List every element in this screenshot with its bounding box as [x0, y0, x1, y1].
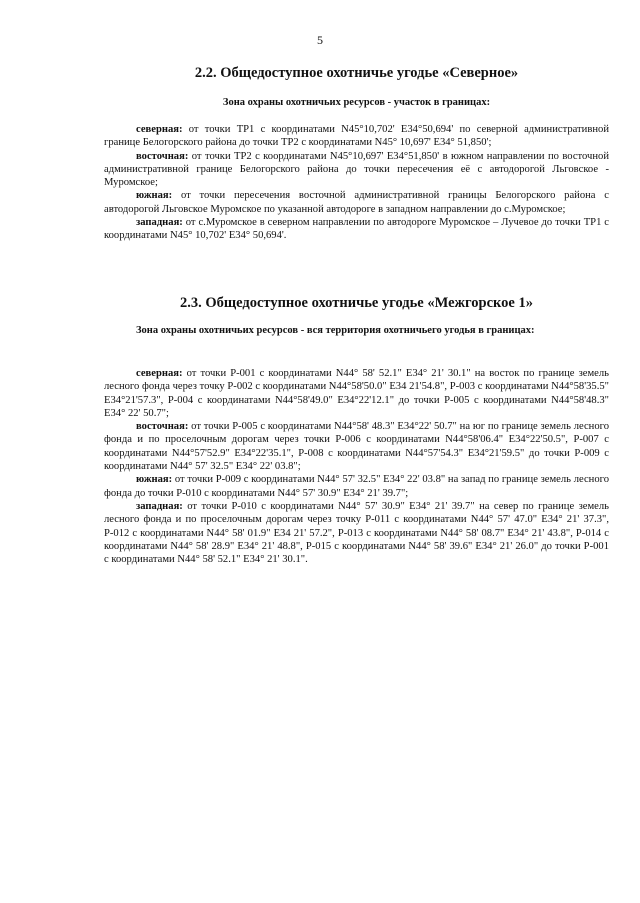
section-body-mezhgorskoe — [104, 367, 609, 566]
section-body-severnoe — [104, 123, 609, 243]
boundary-label: западная: — [136, 217, 183, 229]
boundary-label: северная: — [136, 368, 183, 379]
page-number: 5 — [317, 33, 323, 47]
boundary-text: от точки Р-009 с координатами N44° 57' 32.5" E34° 22' 03.8" на запад по границе земель лесного фонда до точки Р-010 с координатами N44° 57' 30.9" E34° 21' 39.7"; — [104, 474, 609, 499]
boundary-text: от точки Р-001 с координатами N44° 58' 52.1" E34° 21' 30.1" на восток по границе земель лесного фонда через точку Р-002 с координатами N44°58'50.0" E34 21'54.8", Р-003 с координатами N44°58'35.5" E34°21'57.3", Р-004 с координатами N44°58'49.0" E34°22'12.1" до точки Р-005 с координатами N44°58'48.3" E34° 22' 50.7"; — [104, 368, 609, 419]
boundary-label: южная: — [136, 190, 173, 202]
boundary-east — [104, 420, 609, 473]
boundary-north — [104, 123, 609, 150]
boundary-north — [104, 367, 609, 420]
boundary-text: от точки пересечения восточной административной границы Белогорского района с автодорогой Льговское Муромское по указанной автодороге в западном направлении до с.Муромское; — [104, 190, 609, 215]
section-subtitle-severnoe: Зона охраны охотничьих ресурсов - участок в границах: — [222, 97, 491, 108]
section-title-mezhgorskoe: 2.3. Общедоступное охотничье угодье «Межгорское 1» — [179, 295, 533, 311]
boundary-west — [104, 216, 609, 243]
boundary-text: от точки Р-010 с координатами N44° 57' 30.9" E34° 21' 39.7" на север по границе земель лесного фонда и по проселочным дорогам через точку Р-011 с координатами N44° 57' 47.0" E34° 21' 37.3", Р-012 с координатами N44° 58' 01.9" E34 21' 57.2", Р-013 с координатами N44° 58' 08.7" E34° 21' 43.8", Р-014 с координатами N44° 58' 28.9" E34° 21' 48.8", Р-015 с координатами N44° 58' 39.6" E34° 21' 26.0" до точки Р-001 с координатами N44° 58' 52.1" E34° 21' 30.1". — [104, 500, 609, 566]
boundary-label: восточная: — [136, 421, 189, 433]
section-title-severnoe: 2.2. Общедоступное охотничье угодье «Северное» — [194, 65, 519, 81]
boundary-west — [104, 500, 609, 566]
section-subtitle-mezhgorskoe: Зона охраны охотничьих ресурсов - вся территория охотничьего угодья в границах: — [136, 325, 535, 336]
boundary-text: от точки ТР2 с координатами N45°10,697' E34°51,850' в южном направлении по восточной административной границе Белогорского района до точки пересечения её с автодорогой Льговское - Муромское; — [104, 150, 609, 189]
boundary-label: южная: — [136, 474, 173, 486]
boundary-south — [104, 189, 609, 216]
boundary-label: западная: — [136, 500, 183, 512]
boundary-text: от точки ТР1 с координатами N45°10,702' E34°50,694' по северной административной границе Белогорского района до точки ТР2 с координатами N45° 10,697' E34° 51,850'; — [104, 124, 609, 149]
boundary-label: северная: — [136, 124, 183, 135]
boundary-text: от с.Муромское в северном направлении по автодороге Муромское – Лучевое до точки ТР1 с координатами N45° 10,702' E34° 50,694'. — [104, 217, 609, 242]
boundary-east — [104, 150, 609, 190]
boundary-label: восточная: — [136, 150, 189, 162]
boundary-text: от точки Р-005 с координатами N44°58' 48.3" E34°22' 50.7" на юг по границе земель лесного фонда и по проселочным дорогам через точки Р-006 с координатами N44°58'06.4" E34°22'50.5", Р-007 с координатами N44°57'52.9" E34°22'35.1", Р-008 с координатами N44°57'54.3" E34°21'59.5" до точки Р-009 с координатами N44° 57' 32.5" E34° 22' 03.8"; — [104, 421, 609, 473]
boundary-south — [104, 473, 609, 500]
